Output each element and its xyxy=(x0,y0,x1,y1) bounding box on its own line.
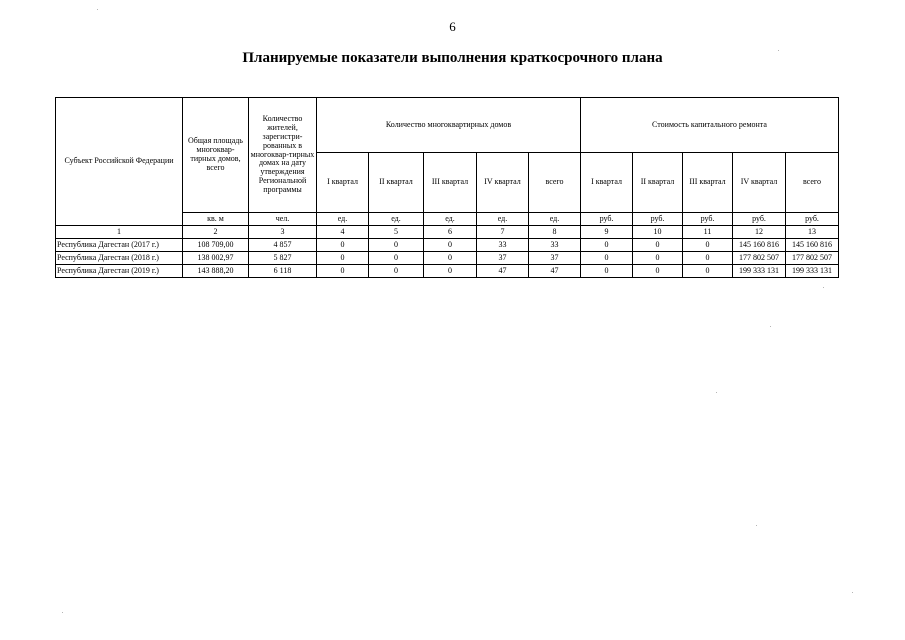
document-title: Планируемые показатели выполнения краткосрочного плана xyxy=(242,50,663,66)
header-houses-group: Количество многоквартирных домов xyxy=(317,98,581,153)
header-cost-q2: II квартал xyxy=(633,153,683,213)
header-cost-q4: IV квартал xyxy=(733,153,786,213)
residents-cell: 5 827 xyxy=(249,252,317,265)
column-number-cell: 13 xyxy=(786,226,839,239)
header-cost-group: Стоимость капитального ремонта xyxy=(581,98,839,153)
column-number-cell: 10 xyxy=(633,226,683,239)
table-row xyxy=(56,252,839,265)
header-cost-total: всего xyxy=(786,153,839,213)
cost-q1-cell: 0 xyxy=(581,265,633,278)
cost-total-cell: 145 160 816 xyxy=(786,239,839,252)
subject-cell: Республика Дагестан (2019 г.) xyxy=(56,265,183,278)
residents-cell: 6 118 xyxy=(249,265,317,278)
scan-speck xyxy=(852,592,853,593)
cost-q4-cell: 145 160 816 xyxy=(733,239,786,252)
column-numbers-row xyxy=(56,226,839,239)
column-number-cell: 4 xyxy=(317,226,369,239)
unit-cell: ед. xyxy=(317,213,369,226)
page-number: 6 xyxy=(449,19,456,34)
cost-q1-cell: 0 xyxy=(581,239,633,252)
header-subject: Субъект Российской Федерации xyxy=(56,98,183,226)
cost-q3-cell: 0 xyxy=(683,239,733,252)
scan-speck xyxy=(770,326,771,327)
column-number-cell: 7 xyxy=(477,226,529,239)
cost-q2-cell: 0 xyxy=(633,239,683,252)
unit-cell: чел. xyxy=(249,213,317,226)
unit-cell: руб. xyxy=(786,213,839,226)
header-houses-q3: III квартал xyxy=(424,153,477,213)
houses-total-cell: 37 xyxy=(529,252,581,265)
table-row xyxy=(56,239,839,252)
header-cost-q3: III квартал xyxy=(683,153,733,213)
area-cell: 138 002,97 xyxy=(183,252,249,265)
houses-total-cell: 47 xyxy=(529,265,581,278)
cost-total-cell: 199 333 131 xyxy=(786,265,839,278)
unit-cell: руб. xyxy=(581,213,633,226)
houses-q3-cell: 0 xyxy=(424,252,477,265)
scan-speck xyxy=(716,392,717,393)
column-number-cell: 9 xyxy=(581,226,633,239)
header-houses-total: всего xyxy=(529,153,581,213)
cost-q3-cell: 0 xyxy=(683,252,733,265)
residents-cell: 4 857 xyxy=(249,239,317,252)
unit-cell: руб. xyxy=(733,213,786,226)
scan-speck xyxy=(756,525,757,526)
header-houses-q2: II квартал xyxy=(369,153,424,213)
houses-q2-cell: 0 xyxy=(369,239,424,252)
unit-cell: руб. xyxy=(683,213,733,226)
column-number-cell: 6 xyxy=(424,226,477,239)
houses-q1-cell: 0 xyxy=(317,239,369,252)
houses-total-cell: 33 xyxy=(529,239,581,252)
unit-cell: руб. xyxy=(633,213,683,226)
header-row-top xyxy=(56,98,839,153)
houses-q4-cell: 47 xyxy=(477,265,529,278)
scan-speck xyxy=(823,287,824,288)
column-number-cell: 2 xyxy=(183,226,249,239)
header-houses-q4: IV квартал xyxy=(477,153,529,213)
cost-q1-cell: 0 xyxy=(581,252,633,265)
houses-q1-cell: 0 xyxy=(317,265,369,278)
unit-cell: ед. xyxy=(424,213,477,226)
column-number-cell: 11 xyxy=(683,226,733,239)
header-residents: Количество жителей, зарегистри-рованных в многоквар-тирных домах на дату утверждения Региональной программы xyxy=(249,98,317,213)
scan-speck xyxy=(778,50,779,51)
houses-q1-cell: 0 xyxy=(317,252,369,265)
houses-q3-cell: 0 xyxy=(424,265,477,278)
header-cost-q1: I квартал xyxy=(581,153,633,213)
cost-q4-cell: 177 802 507 xyxy=(733,252,786,265)
subject-cell: Республика Дагестан (2018 г.) xyxy=(56,252,183,265)
cost-total-cell: 177 802 507 xyxy=(786,252,839,265)
houses-q2-cell: 0 xyxy=(369,265,424,278)
header-houses-q1: I квартал xyxy=(317,153,369,213)
column-number-cell: 12 xyxy=(733,226,786,239)
scan-speck xyxy=(62,612,63,613)
scan-speck xyxy=(97,9,98,10)
houses-q4-cell: 37 xyxy=(477,252,529,265)
column-number-cell: 5 xyxy=(369,226,424,239)
houses-q2-cell: 0 xyxy=(369,252,424,265)
houses-q4-cell: 33 xyxy=(477,239,529,252)
unit-cell: ед. xyxy=(529,213,581,226)
plan-indicators-table xyxy=(55,97,839,278)
column-number-cell: 8 xyxy=(529,226,581,239)
table-row xyxy=(56,265,839,278)
unit-cell: ед. xyxy=(477,213,529,226)
unit-cell: кв. м xyxy=(183,213,249,226)
unit-cell: ед. xyxy=(369,213,424,226)
column-number-cell: 3 xyxy=(249,226,317,239)
cost-q2-cell: 0 xyxy=(633,265,683,278)
cost-q4-cell: 199 333 131 xyxy=(733,265,786,278)
cost-q2-cell: 0 xyxy=(633,252,683,265)
cost-q3-cell: 0 xyxy=(683,265,733,278)
column-number-cell: 1 xyxy=(56,226,183,239)
area-cell: 143 888,20 xyxy=(183,265,249,278)
subject-cell: Республика Дагестан (2017 г.) xyxy=(56,239,183,252)
houses-q3-cell: 0 xyxy=(424,239,477,252)
header-area: Общая площадь многоквар-тирных домов, всего xyxy=(183,98,249,213)
area-cell: 108 709,00 xyxy=(183,239,249,252)
